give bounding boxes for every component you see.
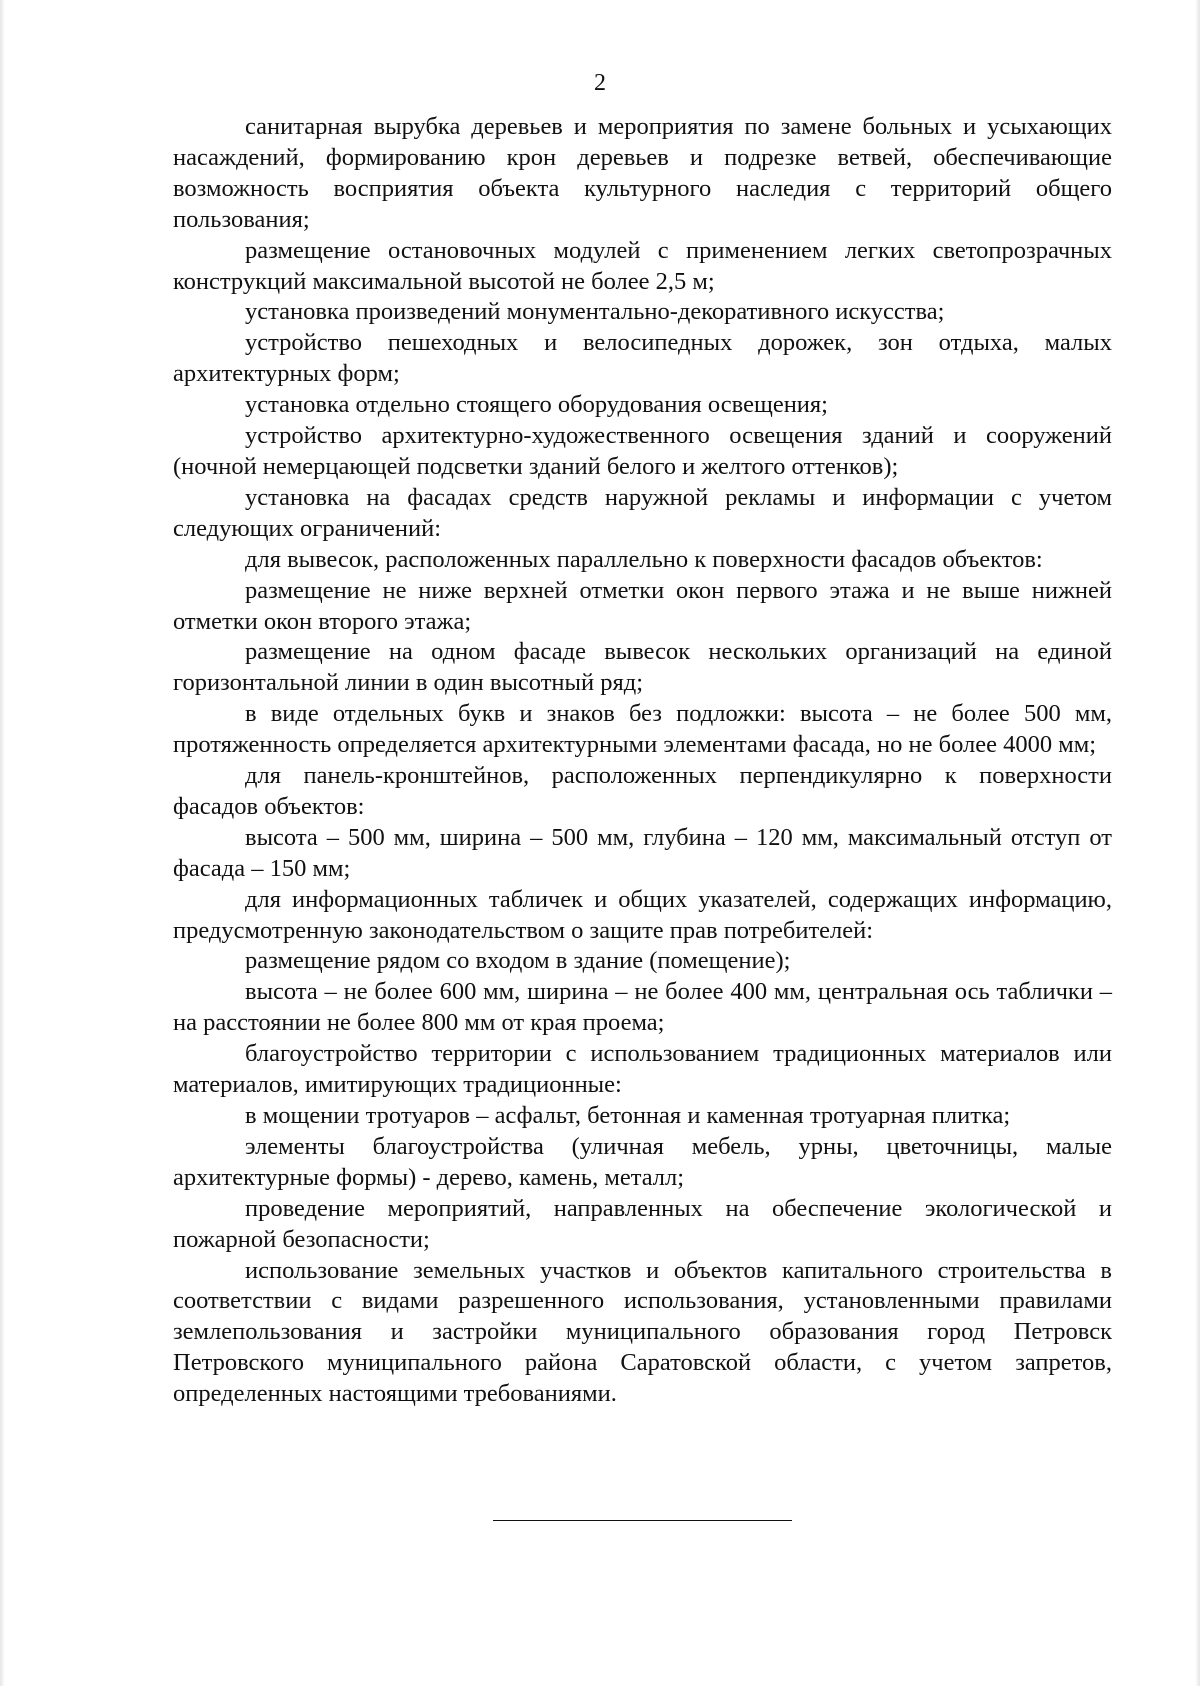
paragraph: в мощении тротуаров – асфальт, бетонная и каменная тротуарная плитка;	[245, 1102, 1011, 1129]
paragraph: санитарная вырубка деревьев и мероприятия по замене больных и усыхающих насаждений, формированию крон деревьев и подрезке ветвей, обеспечивающие возможность восприятия объекта культурного наследия с территорий общего пользования;	[173, 113, 1112, 233]
paragraph: размещение остановочных модулей с применением легких светопрозрачных конструкций максимальной высотой не более 2,5 м;	[173, 236, 1112, 295]
paragraph: для вывесок, расположенных параллельно к поверхности фасадов объектов:	[245, 545, 1043, 573]
paragraph: для информационных табличек и общих указателей, содержащих информацию, предусмотренную законодательством о защите прав потребителей:	[173, 885, 1112, 944]
document-body	[173, 112, 1112, 1410]
paragraph: элементы благоустройства (уличная мебель, урны, цветочницы, малые архитектурные формы) - дерево, камень, металл;	[173, 1132, 1112, 1191]
paragraph: устройство пешеходных и велосипедных дорожек, зон отдыха, малых архитектурных форм;	[173, 329, 1112, 388]
paragraph: высота – не более 600 мм, ширина – не более 400 мм, центральная ось таблички – на расстоянии не более 800 мм от края проема;	[173, 978, 1112, 1037]
paragraph: проведение мероприятий, направленных на обеспечение экологической и пожарной безопасности;	[173, 1194, 1112, 1253]
paragraph: установка на фасадах средств наружной рекламы и информации с учетом следующих ограничений:	[173, 483, 1112, 542]
paragraph: устройство архитектурно-художественного освещения зданий и сооружений (ночной немерцающей подсветки зданий белого и желтого оттенков);	[173, 422, 1112, 480]
paragraph: установка произведений монументально-декоративного искусства;	[245, 298, 945, 326]
paragraph: высота – 500 мм, ширина – 500 мм, глубина – 120 мм, максимальный отступ от фасада – 150 мм;	[173, 823, 1112, 882]
paragraph: установка отдельно стоящего оборудования освещения;	[245, 391, 828, 419]
paragraph: размещение не ниже верхней отметки окон первого этажа и не выше нижней отметки окон второго этажа;	[173, 576, 1112, 635]
paragraph: для панель-кронштейнов, расположенных перпендикулярно к поверхности фасадов объектов:	[173, 762, 1112, 820]
paragraph: размещение рядом со входом в здание (помещение);	[245, 947, 791, 975]
paragraph: размещение на одном фасаде вывесок нескольких организаций на единой горизонтальной линии в один высотный ряд;	[173, 638, 1112, 697]
scan-edge-right	[1195, 0, 1200, 1686]
closing-rule	[493, 1520, 792, 1521]
paragraph: использование земельных участков и объектов капитального строительства в соответствии с видами разрешенного использования, установленными правилами землепользования и застройки муниципального образования город Петровск Петровского муниципального района Саратовской области, с учетом запретов, определенных настоящими требованиями.	[173, 1256, 1112, 1408]
page-number: 2	[594, 70, 606, 96]
paragraph: в виде отдельных букв и знаков без подложки: высота – не более 500 мм, протяженность определяется архитектурными элементами фасада, но не более 4000 мм;	[173, 700, 1112, 759]
paragraph: благоустройство территории с использованием традиционных материалов или материалов, имитирующих традиционные:	[173, 1040, 1112, 1099]
scan-edge-left	[0, 0, 5, 1686]
